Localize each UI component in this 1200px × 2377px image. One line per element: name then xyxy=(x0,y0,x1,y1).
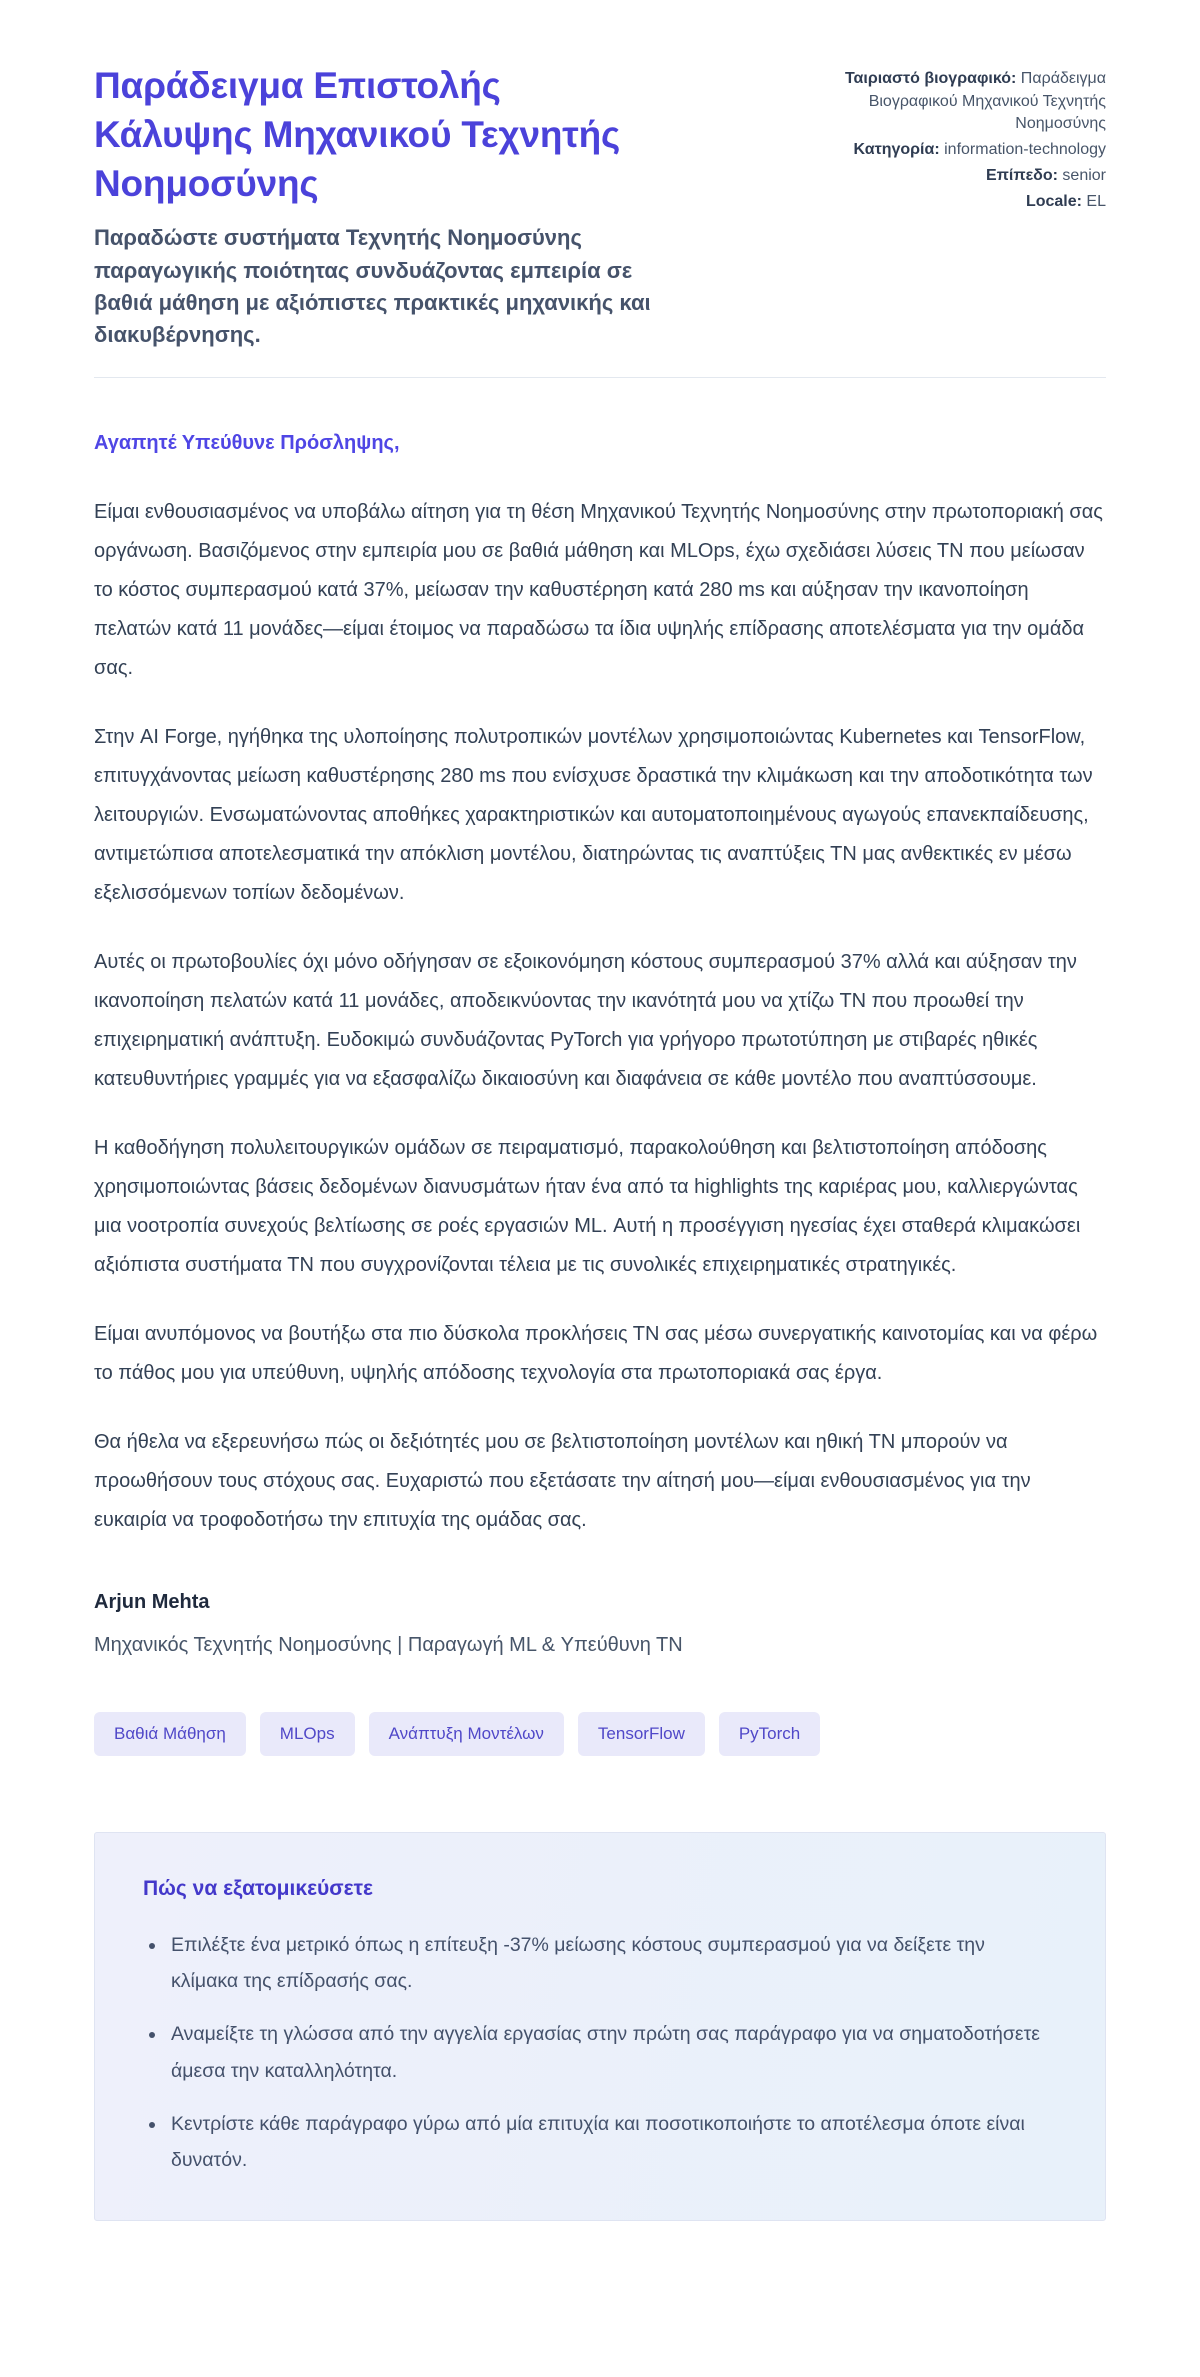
letter-paragraph: Στην AI Forge, ηγήθηκα της υλοποίησης πολυτροπικών μοντέλων χρησιμοποιώντας Kubernetes και TensorFlow, επιτυγχάνοντας μείωση καθυστέρησης 280 ms που ενίσχυσε δραστικά την κλιμάκωση και την αποδοτικότητα των λειτουργιών. Ενσωματώνοντας αποθήκες χαρακτηριστικών και αυτοματοποιημένους αγωγούς επανεκπαίδευσης, αντιμετώπισα αποτελεσματικά την απόκλιση μοντέλου, διατηρώντας τις αναπτύξεις ΤΝ μας ανθεκτικές εν μέσω εξελισσόμενων τοπίων δεδομένων. xyxy=(94,725,1093,904)
letter-paragraph: Αυτές οι πρωτοβουλίες όχι μόνο οδήγησαν σε εξοικονόμηση κόστους συμπερασμού 37% αλλά και αύξησαν την ικανοποίηση πελατών κατά 11 μονάδες, αποδεικνύοντας την ικανότητά μου να χτίζω ΤΝ που προωθεί την επιχειρηματική ανάπτυξη. Ευδοκιμώ συνδυάζοντας PyTorch για γρήγορο πρωτοτύπηση με στιβαρές ηθικές κατευθυντήριες γραμμές για να εξασφαλίζω δικαιοσύνη και διαφάνεια σε κάθε μοντέλο που αναπτύσσουμε. xyxy=(94,950,1077,1090)
skill-tag: Βαθιά Μάθηση xyxy=(94,1712,246,1756)
customize-tip: • Αναμείξτε τη γλώσσα από την αγγελία εργασίας στην πρώτη σας παράγραφο για να σηματοδοτήσετε άμεσα την καταλληλότητα. xyxy=(167,2016,1057,2088)
letter-paragraph: Είμαι ενθουσιασμένος να υποβάλω αίτηση για τη θέση Μηχανικού Τεχνητής Νοημοσύνης στην πρωτοποριακή σας οργάνωση. Βασιζόμενος στην εμπειρία μου σε βαθιά μάθηση και MLOps, έχω σχεδιάσει λύσεις ΤΝ που μείωσαν το κόστος συμπερασμού κατά 37%, μείωσαν την καθυστέρηση κατά 280 ms και αύξησαν την ικανοποίηση πελατών κατά 11 μονάδες—είμαι έτοιμος να παραδώσω τα ίδια υψηλής επίδρασης αποτελέσματα για την ομάδα σας. xyxy=(94,500,1103,679)
letter-paragraphs xyxy=(94,493,1106,1540)
category-value: information-technology xyxy=(944,141,1106,159)
signature-name: Arjun Mehta xyxy=(94,1590,210,1613)
signature-role: Μηχανικός Τεχνητής Νοημοσύνης | Παραγωγή ML & Υπεύθυνη ΤΝ xyxy=(94,1633,683,1656)
greeting: Αγαπητέ Υπεύθυνε Πρόσληψης, xyxy=(94,431,400,454)
meta-item-resume xyxy=(774,68,1106,136)
skill-tag: TensorFlow xyxy=(578,1712,705,1756)
meta-item-category xyxy=(774,139,1106,162)
customize-tips xyxy=(143,1927,1057,2177)
divider xyxy=(94,377,1106,378)
customize-box xyxy=(94,1832,1106,2220)
page-title: Παράδειγμα Επιστολής Κάλυψης Μηχανικού Τεχνητής Νοημοσύνης xyxy=(94,65,621,204)
cover-letter-body xyxy=(94,424,1106,1660)
skill-tag: Ανάπτυξη Μοντέλων xyxy=(369,1712,564,1756)
locale-value: EL xyxy=(1086,192,1106,210)
header-meta xyxy=(774,62,1106,216)
customize-tip: • Κεντρίστε κάθε παράγραφο γύρω από μία επιτυχία και ποσοτικοποιήστε το αποτέλεσμα όποτε είναι δυνατόν. xyxy=(167,2106,1057,2178)
letter-paragraph: Είμαι ανυπόμονος να βουτήξω στα πιο δύσκολα προκλήσεις ΤΝ σας μέσω συνεργατικής καινοτομίας και να φέρω το πάθος μου για υπεύθυνη, υψηλής απόδοσης τεχνολογία στα πρωτοποριακά σας έργα. xyxy=(94,1322,1098,1384)
matched-resume-label: Ταιριαστό βιογραφικό: xyxy=(844,70,1017,87)
customize-title: Πώς να εξατομικεύσετε xyxy=(143,1877,373,1901)
meta-item-level xyxy=(774,165,1106,188)
page-subtitle: Παραδώστε συστήματα Τεχνητής Νοημοσύνης παραγωγικής ποιότητας συνδυάζοντας εμπειρία σε βαθιά μάθηση με αξιόπιστες πρακτικές μηχανικής και διακυβέρνησης. xyxy=(94,225,651,347)
letter-paragraph: Η καθοδήγηση πολυλειτουργικών ομάδων σε πειραματισμό, παρακολούθηση και βελτιστοποίηση απόδοσης χρησιμοποιώντας βάσεις δεδομένων διανυσμάτων ήταν ένα από τα highlights της καριέρας μου, καλλιεργώντας μια νοοτροπία συνεχούς βελτίωσης σε ροές εργασιών ML. Αυτή η προσέγγιση ηγεσίας έχει σταθερά κλιμακώσει αξιόπιστα συστήματα ΤΝ που συγχρονίζονται τέλεια με τις συνολικές επιχειρηματικές στρατηγικές. xyxy=(94,1136,1081,1276)
category-label: Κατηγορία: xyxy=(853,141,940,159)
page xyxy=(94,0,1106,2305)
header-left xyxy=(94,62,669,351)
level-label: Επίπεδο: xyxy=(985,166,1058,184)
customize-tip: • Επιλέξτε ένα μετρικό όπως η επίτευξη -37% μείωσης κόστους συμπερασμού για να δείξετε την κλίμακα της επίδρασής σας. xyxy=(167,1927,1057,1999)
letter-paragraph: Θα ήθελα να εξερευνήσω πώς οι δεξιότητές μου σε βελτιστοποίηση μοντέλων και ηθική ΤΝ μπορούν να προωθήσουν τους στόχους σας. Ευχαριστώ που εξετάσατε την αίτησή μου—είμαι ενθουσιασμένος για την ευκαιρία να τροφοδοτήσω την επιτυχία της ομάδας σας. xyxy=(94,1430,1031,1531)
skill-tag: MLOps xyxy=(260,1712,355,1756)
level-value: senior xyxy=(1062,166,1106,184)
skill-tag: PyTorch xyxy=(719,1712,820,1756)
matched-resume-link[interactable]: Παράδειγμα Βιογραφικού Μηχανικού Τεχνητής Νοημοσύνης xyxy=(868,70,1106,133)
locale-label: Locale: xyxy=(1025,192,1082,210)
meta-item-locale xyxy=(774,191,1106,214)
skill-tags xyxy=(94,1712,1106,1756)
header xyxy=(94,62,1106,351)
